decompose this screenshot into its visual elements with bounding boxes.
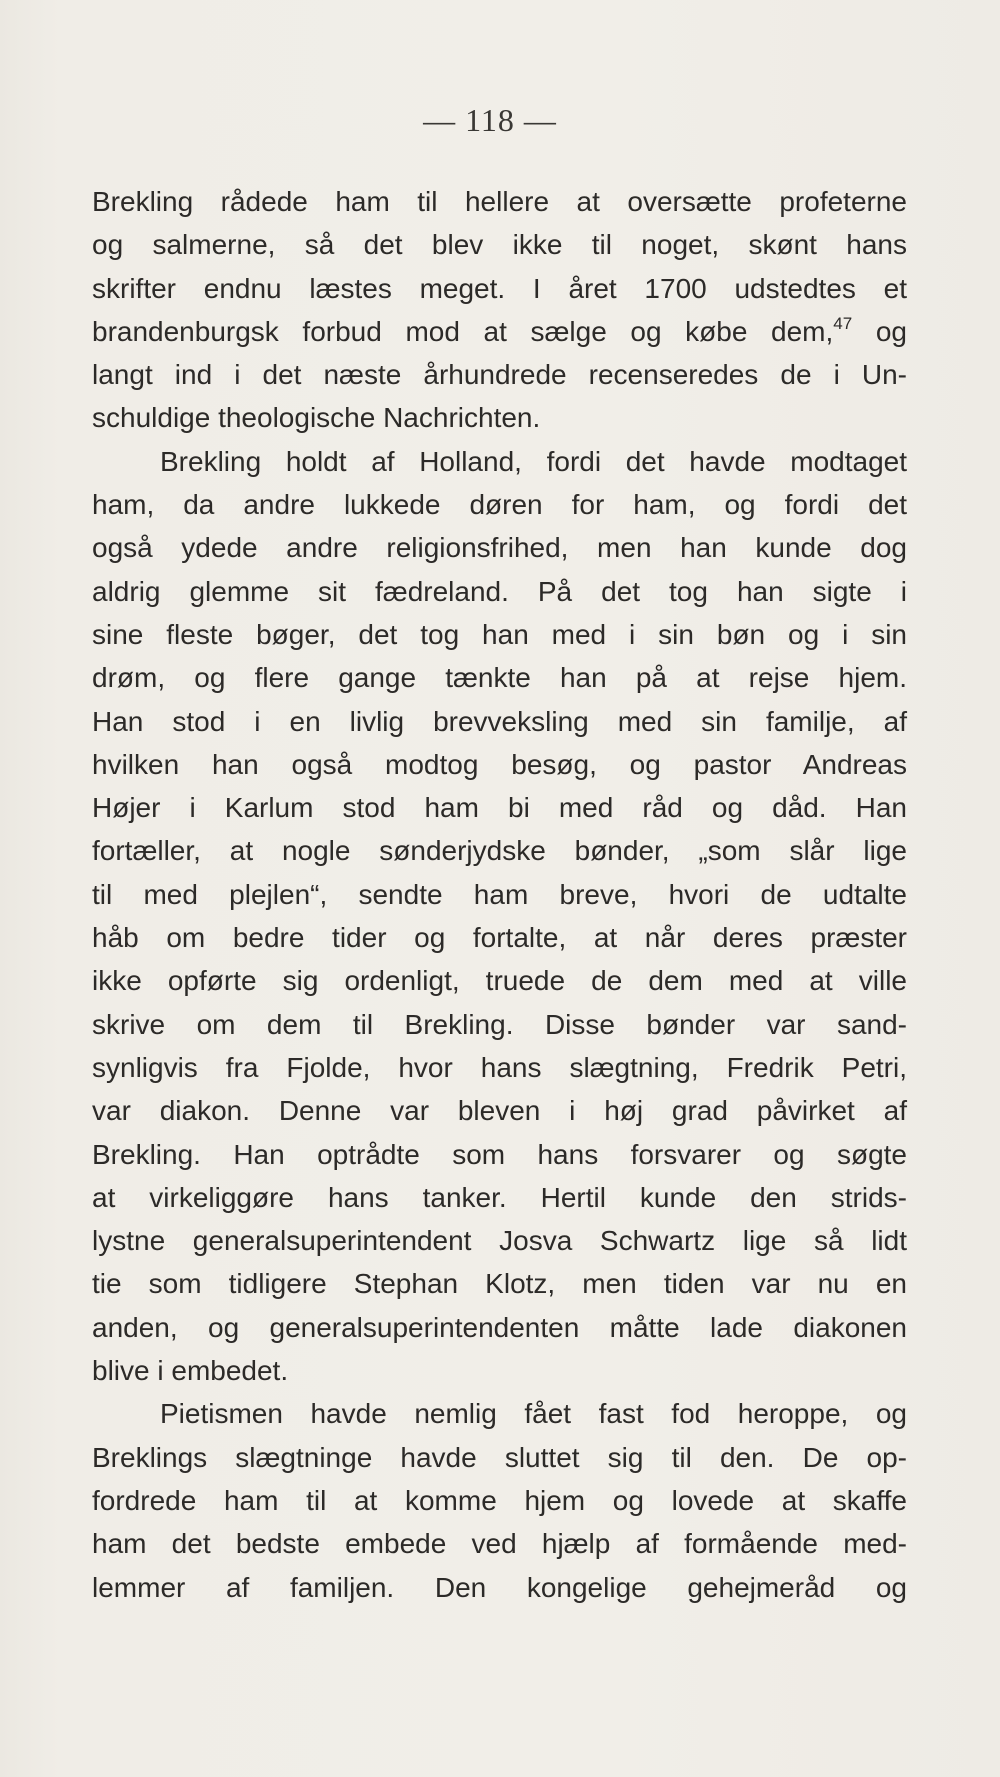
body-text (92, 180, 907, 1609)
text-line: drøm, og flere gange tænkte han på at rejse hjem. (92, 662, 907, 694)
text-line: Brekling holdt af Holland, fordi det havde modtaget (160, 445, 907, 477)
text-line: synligvis fra Fjolde, hvor hans slægtning, Fredrik Petri, (92, 1051, 907, 1083)
text-fragment: brandenburgsk forbud mod at sælge og købe dem, (92, 315, 834, 347)
text-line: var diakon. Denne var bleven i høj grad påvirket af (92, 1095, 907, 1127)
text-line: skrive om dem til Brekling. Disse bønder var sand- (92, 1008, 907, 1040)
text-line: lemmer af familjen. Den kongelige gehejmeråd og (92, 1571, 907, 1603)
text-line: sine fleste bøger, det tog han med i sin bøn og i sin (92, 618, 907, 650)
text-line: ikke opførte sig ordenligt, truede de dem med at ville (92, 965, 907, 997)
footnote-reference: 47 (833, 313, 853, 333)
text-line: blive i embedet. (92, 1355, 289, 1387)
text-line: anden, og generalsuperintendenten måtte lade diakonen (92, 1311, 907, 1343)
text-line: og salmerne, så det blev ikke til noget, skønt hans (92, 229, 907, 261)
text-line: schuldige theologische Nachrichten. (92, 402, 541, 434)
text-line: Højer i Karlum stod ham bi med råd og dåd. Han (92, 792, 907, 824)
text-line: til med plejlen“, sendte ham breve, hvori de udtalte (92, 878, 907, 910)
text-line: Pietismen havde nemlig fået fast fod heroppe, og (160, 1398, 907, 1430)
text-line: også ydede andre religionsfrihed, men han kunde dog (92, 532, 907, 564)
text-line: langt ind i det næste århundrede recenseredes de i Un- (92, 359, 907, 391)
text-line-with-footnote (92, 310, 907, 353)
text-line: Brekling rådede ham til hellere at oversætte profeterne (92, 186, 907, 217)
text-line: ham det bedste embede ved hjælp af formående med- (92, 1528, 907, 1560)
text-line: skrifter endnu læstes meget. I året 1700 udstedtes et (92, 272, 907, 304)
text-line: fortæller, at nogle sønderjydske bønder, „som slår lige (92, 835, 907, 867)
text-line: Breklings slægtninge havde sluttet sig til den. De op- (92, 1441, 907, 1473)
text-line: hvilken han også modtog besøg, og pastor Andreas (92, 748, 907, 780)
text-line: tie som tidligere Stephan Klotz, men tiden var nu en (92, 1268, 907, 1300)
text-line: Han stod i en livlig brevveksling med sin familje, af (92, 705, 907, 737)
text-fragment: og (875, 315, 907, 347)
text-line: ham, da andre lukkede døren for ham, og fordi det (92, 489, 907, 521)
text-line: at virkeliggøre hans tanker. Hertil kunde den strids- (92, 1181, 907, 1213)
text-line: Brekling. Han optrådte som hans forsvarer og søgte (92, 1138, 907, 1170)
page-number-header: — 118 — (423, 102, 557, 138)
text-line: håb om bedre tider og fortalte, at når deres præster (92, 922, 907, 954)
text-line: aldrig glemme sit fædreland. På det tog han sigte i (92, 575, 907, 607)
text-line: fordrede ham til at komme hjem og lovede at skaffe (92, 1484, 907, 1516)
text-line: lystne generalsuperintendent Josva Schwartz lige så lidt (92, 1225, 907, 1257)
